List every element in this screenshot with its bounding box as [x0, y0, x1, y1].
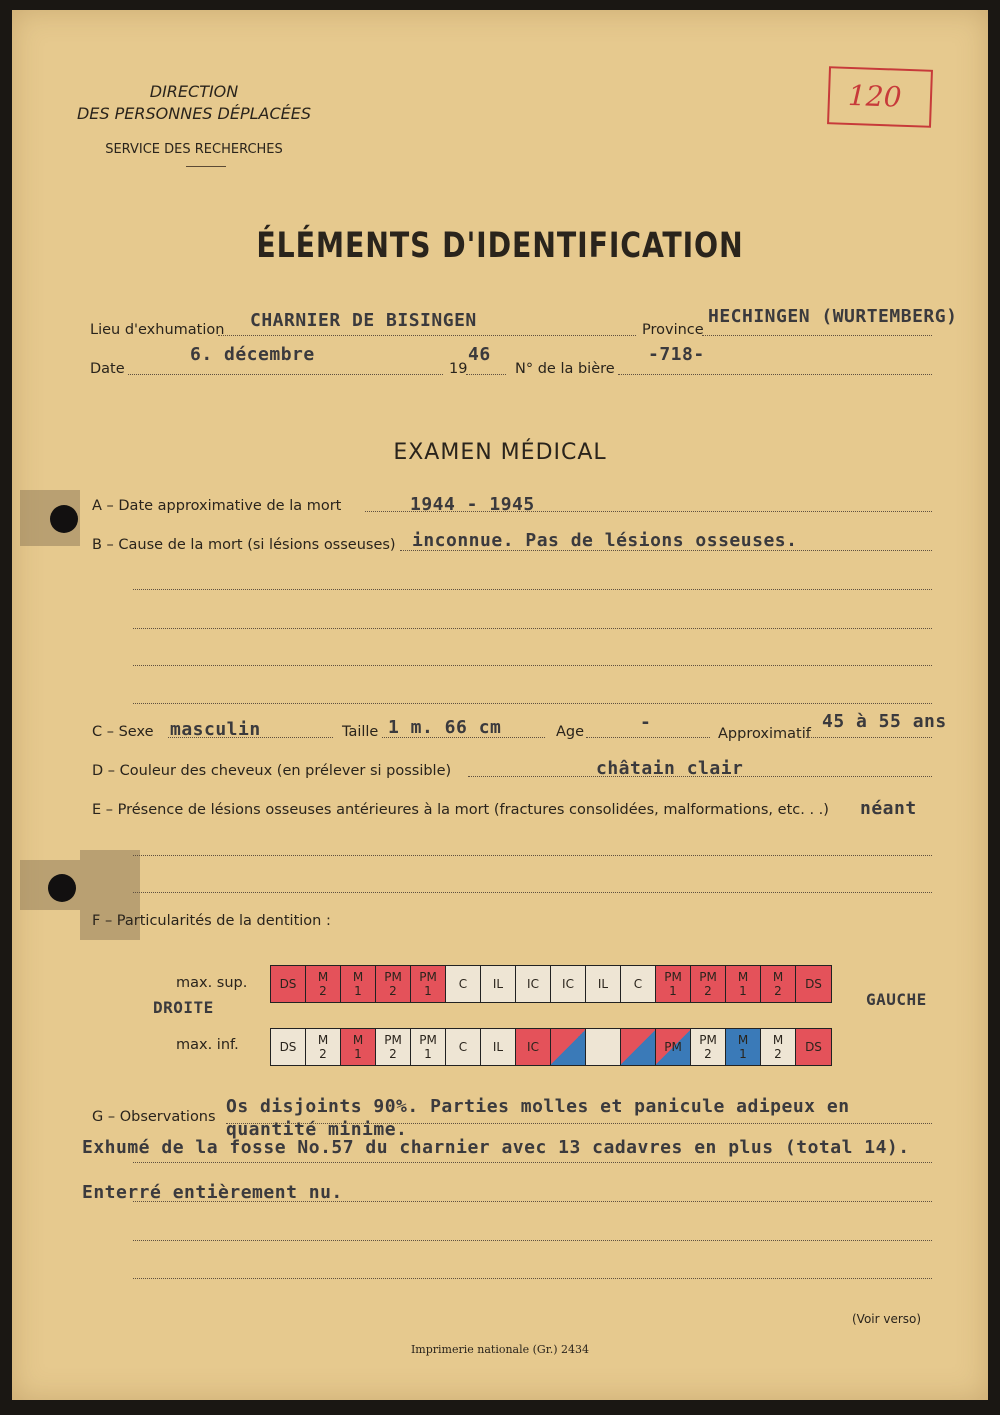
- tooth-cell: [656, 966, 691, 1002]
- tooth-cell: [411, 966, 446, 1002]
- tooth-label: PM: [419, 970, 437, 984]
- exam-title: EXAMEN MÉDICAL: [393, 440, 607, 465]
- header-line1: DIRECTION: [149, 82, 239, 101]
- tooth-index: 1: [424, 984, 432, 998]
- stamp-box: [827, 66, 933, 128]
- biere-label: N° de la bière: [515, 361, 615, 377]
- lieu-label: Lieu d'exhumation: [90, 322, 225, 338]
- c-approx-dots: [806, 737, 932, 738]
- tooth-cell: [796, 1029, 831, 1065]
- tooth-cell: [271, 966, 306, 1002]
- tooth-label: DS: [805, 977, 822, 991]
- c-taille-label: Taille: [342, 724, 379, 740]
- e-dots-2: [133, 855, 932, 856]
- date-dots: [128, 374, 443, 375]
- tooth-label: DS: [279, 1040, 297, 1054]
- a-label: A – Date approximative de la mort: [92, 498, 342, 514]
- tooth-cell: [586, 966, 621, 1002]
- c-age-dots: [586, 737, 710, 738]
- tooth-index: 1: [739, 1047, 747, 1061]
- tooth-index: 2: [704, 1047, 712, 1061]
- g-line1b: quantité minime.: [226, 1119, 408, 1140]
- tooth-index: 1: [669, 984, 677, 998]
- tooth-index: 2: [389, 1047, 397, 1061]
- lower-teeth-chart: [270, 1028, 832, 1066]
- f-inf-label: max. inf.: [176, 1037, 239, 1053]
- lieu-value: CHARNIER DE BISINGEN: [250, 310, 477, 331]
- tooth-label: PM: [664, 1040, 682, 1054]
- f-label: F – Particularités de la dentition :: [92, 913, 331, 929]
- tooth-label: C: [458, 977, 468, 991]
- tooth-cell: [726, 1029, 761, 1065]
- tooth-label: PM: [419, 1033, 437, 1047]
- c-approx-value: 45 à 55 ans: [822, 711, 947, 732]
- g-dots-1: [226, 1123, 932, 1124]
- tooth-index: 1: [354, 1047, 362, 1061]
- date-value: 6. décembre: [190, 344, 315, 365]
- date-label: Date: [90, 361, 125, 377]
- tooth-cell: [761, 1029, 796, 1065]
- tooth-label: M: [737, 970, 749, 984]
- year-dots: [466, 374, 506, 375]
- tooth-index: 1: [739, 984, 747, 998]
- g-dots-5: [133, 1278, 932, 1279]
- g-line3: Enterré entièrement nu.: [82, 1182, 343, 1203]
- province-value: HECHINGEN (WURTEMBERG): [708, 306, 958, 327]
- header-service: SERVICE DES RECHERCHES: [105, 142, 283, 157]
- tooth-index: 2: [389, 984, 397, 998]
- tooth-cell: [656, 1029, 691, 1065]
- printer-footer: Imprimerie nationale (Gr.) 2434: [410, 1343, 590, 1356]
- tooth-cell: [306, 1029, 341, 1065]
- tooth-label: IC: [527, 977, 539, 991]
- tooth-cell: [376, 1029, 411, 1065]
- b-dots-4: [133, 665, 932, 666]
- e-label: E – Présence de lésions osseuses antérieures à la mort (fractures consolidées, malformations, etc. . .): [92, 802, 829, 818]
- tooth-cell: [411, 1029, 446, 1065]
- g-line2: Exhumé de la fosse No.57 du charnier avec 13 cadavres en plus (total 14).: [82, 1137, 910, 1158]
- tooth-label: M: [352, 970, 364, 984]
- tooth-cell: [621, 1029, 656, 1065]
- tooth-cell: [726, 966, 761, 1002]
- c-age-value: -: [640, 712, 652, 733]
- e-value: néant: [860, 798, 917, 819]
- header-line2: DES PERSONNES DÉPLACÉES: [76, 104, 312, 123]
- d-label: D – Couleur des cheveux (en prélever si possible): [92, 763, 452, 779]
- tooth-index: 2: [319, 1047, 327, 1061]
- tooth-label: C: [633, 977, 643, 991]
- b-label: B – Cause de la mort (si lésions osseuses): [92, 537, 396, 553]
- header-rule: [186, 166, 226, 167]
- c-age-label: Age: [556, 724, 585, 740]
- tooth-cell: [621, 966, 656, 1002]
- tooth-cell: [271, 1029, 306, 1065]
- tooth-cell: [376, 966, 411, 1002]
- c-taille-value: 1 m. 66 cm: [388, 717, 502, 738]
- tooth-cell: [306, 966, 341, 1002]
- tooth-label: DS: [279, 977, 297, 991]
- tooth-label: PM: [699, 970, 717, 984]
- tooth-cell: [551, 966, 586, 1002]
- tooth-cell: [516, 966, 551, 1002]
- upper-teeth-chart: [270, 965, 832, 1003]
- f-droite: DROITE: [153, 998, 214, 1017]
- tooth-label: PM: [699, 1033, 717, 1047]
- stamp-number: 120: [847, 78, 903, 114]
- tooth-label: IL: [492, 977, 504, 991]
- tooth-cell: [551, 1029, 586, 1065]
- tooth-cell: [586, 1029, 621, 1065]
- tooth-label: IL: [597, 977, 609, 991]
- tooth-index: 2: [774, 984, 782, 998]
- tooth-cell: [481, 966, 516, 1002]
- tooth-cell: [691, 1029, 726, 1065]
- tooth-label: PM: [384, 1033, 402, 1047]
- punch-hole-bottom: [48, 874, 76, 902]
- d-value: châtain clair: [596, 758, 744, 779]
- tooth-index: 2: [704, 984, 712, 998]
- b-dots-3: [133, 628, 932, 629]
- tooth-label: M: [317, 970, 329, 984]
- tooth-label: M: [772, 970, 784, 984]
- tooth-cell: [341, 966, 376, 1002]
- a-value: 1944 - 1945: [410, 494, 535, 515]
- tooth-cell: [341, 1029, 376, 1065]
- tooth-cell: [481, 1029, 516, 1065]
- tooth-label: PM: [664, 970, 682, 984]
- c-approx-label: Approximatif: [718, 726, 811, 742]
- e-dots-3: [133, 892, 932, 893]
- g-dots-2: [133, 1162, 932, 1163]
- g-dots-3: [133, 1201, 932, 1202]
- tooth-index: 2: [319, 984, 327, 998]
- punch-hole-top: [50, 505, 78, 533]
- g-dots-4: [133, 1240, 932, 1241]
- tooth-label: C: [458, 1040, 468, 1054]
- b-value: inconnue. Pas de lésions osseuses.: [412, 530, 798, 551]
- tooth-label: M: [352, 1033, 364, 1047]
- b-dots-2: [133, 589, 932, 590]
- tooth-label: DS: [805, 1040, 822, 1054]
- tooth-label: M: [737, 1033, 749, 1047]
- province-label: Province: [642, 322, 704, 338]
- f-gauche: GAUCHE: [866, 990, 927, 1009]
- tooth-cell: [796, 966, 831, 1002]
- date-century: 19: [449, 361, 468, 377]
- voir-verso: (Voir verso): [852, 1312, 922, 1326]
- tooth-index: 1: [354, 984, 362, 998]
- tooth-label: PM: [384, 970, 402, 984]
- tooth-cell: [761, 966, 796, 1002]
- biere-value: -718-: [648, 344, 705, 365]
- c-sexe-label: C – Sexe: [92, 724, 154, 740]
- biere-dots: [618, 374, 932, 375]
- f-sup-label: max. sup.: [176, 975, 248, 991]
- tooth-label: M: [317, 1033, 329, 1047]
- tooth-cell: [516, 1029, 551, 1065]
- tooth-label: IC: [527, 1040, 539, 1054]
- tooth-cell: [446, 1029, 481, 1065]
- tooth-label: IL: [492, 1040, 504, 1054]
- tooth-cell: [446, 966, 481, 1002]
- tooth-index: 1: [424, 1047, 432, 1061]
- lieu-dots: [218, 335, 636, 336]
- g-line1: Os disjoints 90%. Parties molles et panicule adipeux en: [226, 1096, 850, 1117]
- tooth-cell: [691, 966, 726, 1002]
- tooth-index: 2: [774, 1047, 782, 1061]
- g-label: G – Observations: [92, 1109, 216, 1125]
- page-title: ÉLÉMENTS D'IDENTIFICATION: [256, 226, 744, 266]
- tooth-label: M: [772, 1033, 784, 1047]
- c-sexe-value: masculin: [170, 719, 261, 740]
- b-dots-5: [133, 703, 932, 704]
- province-dots: [702, 335, 932, 336]
- tooth-label: IC: [562, 977, 574, 991]
- date-year: 46: [468, 344, 491, 365]
